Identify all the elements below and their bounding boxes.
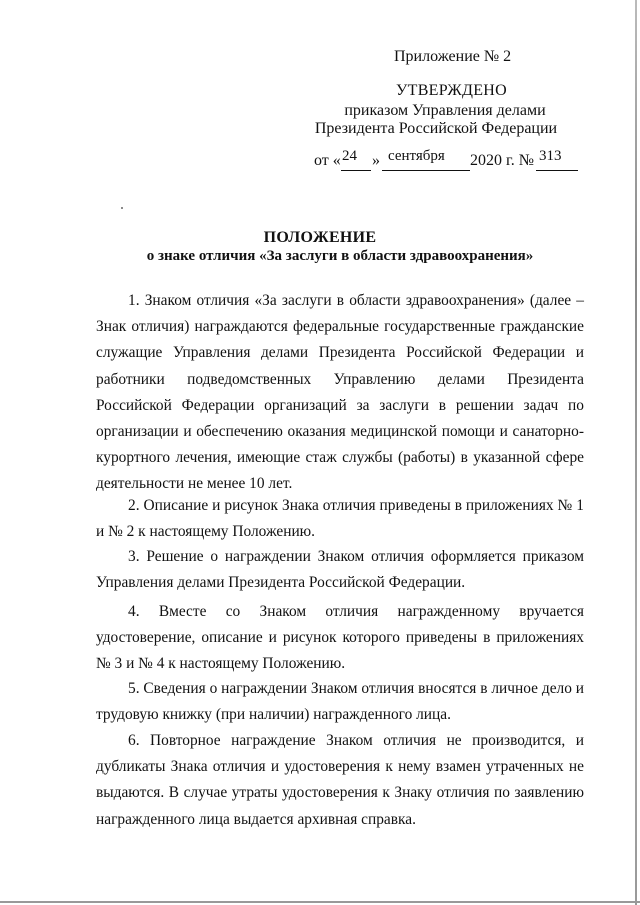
paragraph-2: 2. Описание и рисунок Знака отличия приведены в приложениях № 1 и № 2 к настоящему Положению.	[96, 497, 584, 541]
appendix-label: Приложение № 2	[394, 48, 512, 65]
paragraph-3: 3. Решение о награждении Знаком отличия оформляется приказом Управления делами Президента Российской Федерации.	[96, 548, 584, 592]
scan-speck	[121, 207, 123, 209]
day-close: »	[372, 152, 380, 169]
scan-edge-bottom	[0, 901, 640, 903]
month-value: сентября	[388, 148, 445, 164]
paragraph-5: 5. Сведения о награждении Знаком отличия вносятся в личное дело и трудовую книжку (при наличии) награжденного лица.	[96, 680, 584, 724]
paragraph-6: 6. Повторное награждение Знаком отличия не производится, и дубликаты Знака отличия и удостоверения к нему взамен утраченных не выдаются. В случае утраты удостоверения к Знаку отличия по заявлению награжденного лица выдается архивная справка.	[96, 732, 584, 828]
day-underline	[341, 170, 371, 171]
year-label: 2020 г. №	[470, 152, 535, 169]
order-line-1: приказом Управления делами	[344, 102, 546, 119]
paragraph-4: 4. Вместе со Знаком отличия награжденному вручается удостоверение, описание и рисунок которого приведены в приложениях № 3 и № 4 к настоящему Положению.	[96, 603, 584, 673]
number-underline	[536, 170, 578, 171]
document-title: ПОЛОЖЕНИЕ	[263, 229, 377, 246]
paragraph-1: 1. Знаком отличия «За заслуги в области здравоохранения» (далее – Знак отличия) награждаются федеральные государственные гражданские служащие Управления делами Президента Российской Федерации и работники подведомственных Управлению делами Президента Российской Федерации организаций за заслуги в решении задач по организации и обеспечению оказания медицинской помощи и санаторно-курортного лечения, имеющие стаж службы (работы) в указанной сфере деятельности не менее 10 лет.	[96, 292, 584, 493]
date-prefix: от «	[314, 152, 341, 169]
order-number: 313	[539, 148, 562, 164]
approved-stamp-text: УТВЕРЖДЕНО	[396, 82, 508, 99]
month-underline	[382, 170, 470, 171]
document-subtitle: о знаке отличия «За заслуги в области здравоохранения»	[146, 248, 534, 264]
order-line-2: Президента Российской Федерации	[314, 120, 558, 137]
day-value: 24	[342, 148, 357, 164]
scan-edge-right	[635, 0, 637, 905]
